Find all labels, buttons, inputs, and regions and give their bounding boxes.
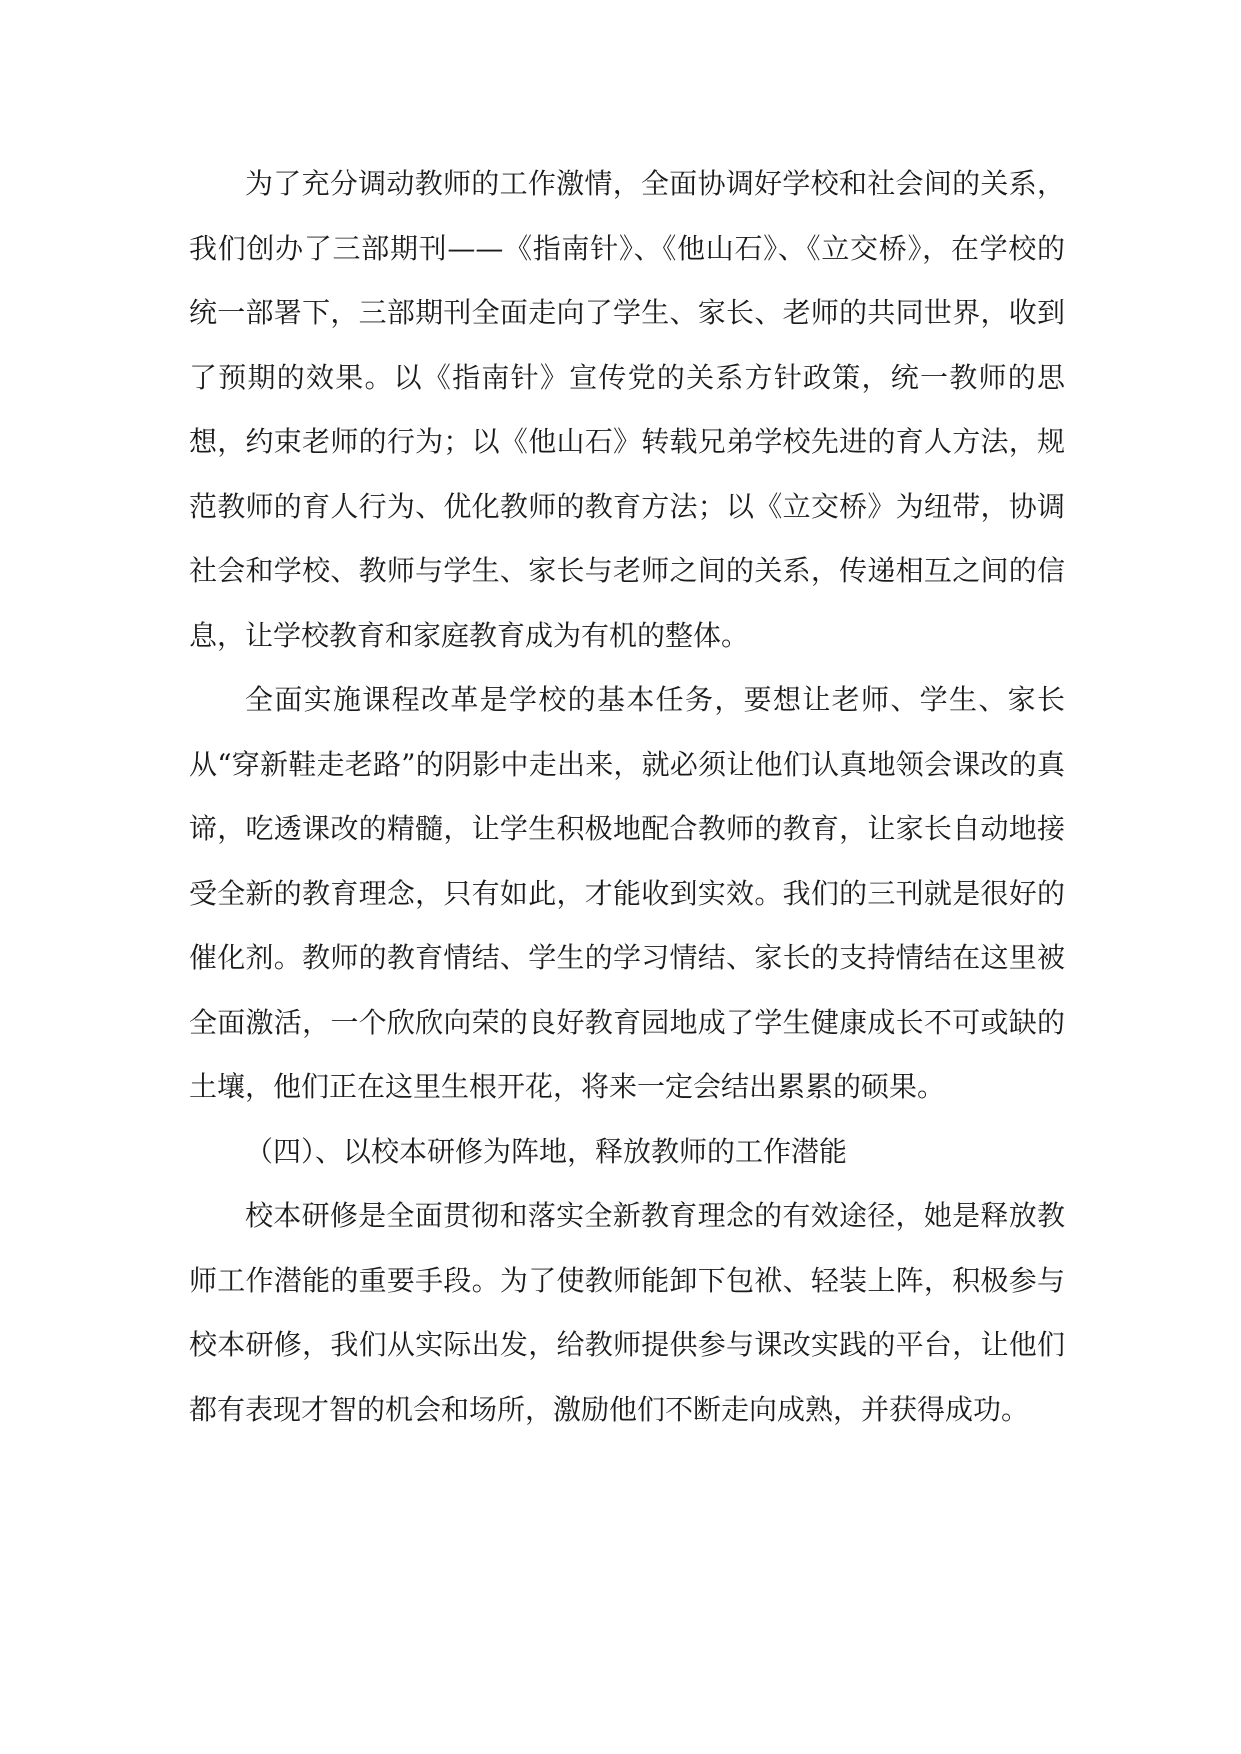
document-body	[189, 152, 1065, 1442]
section-heading: （四）、以校本研修为阵地，释放教师的工作潜能	[245, 1134, 848, 1168]
paragraph-school-based-training: 校本研修是全面贯彻和落实全新教育理念的有效途径，她是释放教师工作潜能的重要手段。为了使教师能卸下包袱、轻装上阵，积极参与校本研修，我们从实际出发，给教师提供参与课改实践的平台，让他们都有表现才智的机会和场所，激励他们不断走向成熟，并获得成功。	[189, 1199, 1065, 1426]
paragraph-journals: 为了充分调动教师的工作激情，全面协调好学校和社会间的关系，我们创办了三部期刊——《指南针》、《他山石》、《立交桥》，在学校的统一部署下，三部期刊全面走向了学生、家长、老师的共同世界，收到了预期的效果。以《指南针》宣传党的关系方针政策，统一教师的思想，约束老师的行为；以《他山石》转载兄弟学校先进的育人方法，规范教师的育人行为、优化教师的教育方法；以《立交桥》为纽带，协调社会和学校、教师与学生、家长与老师之间的关系，传递相互之间的信息，让学校教育和家庭教育成为有机的整体。	[189, 167, 1065, 652]
paragraph-curriculum-reform: 全面实施课程改革是学校的基本任务，要想让老师、学生、家长从“穿新鞋走老路”的阴影中走出来，就必须让他们认真地领会课改的真谛，吃透课改的精髓，让学生积极地配合教师的教育，让家长自动地接受全新的教育理念，只有如此，才能收到实效。我们的三刊就是很好的催化剂。教师的教育情结、学生的学习情结、家长的支持情结在这里被全面激活，一个欣欣向荣的良好教育园地成了学生健康成长不可或缺的土壤，他们正在这里生根开花，将来一定会结出累累的硕果。	[189, 683, 1065, 1103]
